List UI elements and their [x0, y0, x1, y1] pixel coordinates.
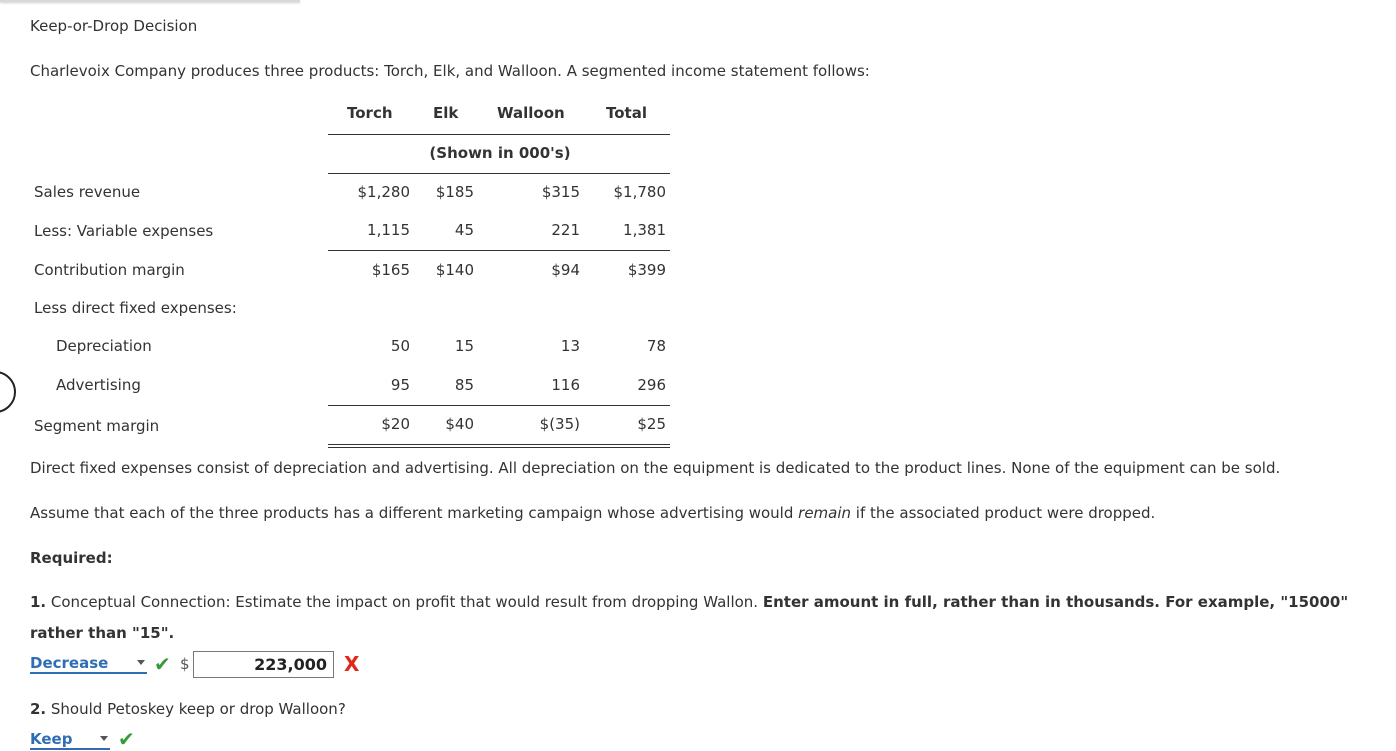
impact-direction-select[interactable]	[30, 654, 147, 674]
col-header-elk: Elk	[433, 104, 459, 122]
table-cell: 45	[454, 221, 474, 239]
question-1-instruction: Enter amount in full, rather than in thousands. For example, "15000"	[762, 593, 1349, 611]
table-cell: 15	[454, 337, 474, 355]
col-header-total: Total	[606, 104, 647, 122]
row-label-contribution-margin: Contribution margin	[34, 261, 185, 279]
table-cell: $185	[435, 183, 474, 201]
table-cell: 78	[646, 337, 666, 355]
question-1-text	[30, 593, 1348, 611]
assumption-text-end: if the associated product were dropped.	[851, 504, 1156, 522]
correct-check-icon: ✔	[154, 652, 171, 676]
question-2-number: 2.	[30, 700, 47, 718]
table-cell: $1,780	[613, 183, 666, 201]
impact-amount-input[interactable]: 223,000	[193, 651, 334, 678]
impact-direction-value: Decrease	[30, 654, 109, 672]
chevron-down-icon	[100, 736, 108, 741]
units-rule	[328, 173, 670, 174]
table-cell: $1,280	[357, 183, 410, 201]
table-cell: $399	[627, 261, 666, 279]
total-double-rule-bottom	[328, 447, 670, 448]
intro-text: Charlevoix Company produces three products: Torch, Elk, and Walloon. A segmented income statement follows:	[30, 62, 870, 80]
table-cell: $165	[371, 261, 410, 279]
col-header-torch: Torch	[347, 104, 393, 122]
question-1-number: 1.	[30, 593, 47, 611]
row-label-advertising: Advertising	[56, 376, 141, 394]
assumption-emphasis: remain	[798, 504, 852, 522]
table-cell: $(35)	[539, 415, 580, 433]
question-1-instruction-cont: rather than "15".	[30, 624, 175, 642]
table-cell: 221	[551, 221, 580, 239]
chevron-down-icon	[137, 660, 145, 665]
side-circle-icon[interactable]	[0, 371, 16, 413]
incorrect-x-icon: X	[344, 652, 360, 676]
table-cell: $20	[381, 415, 410, 433]
col-header-walloon: Walloon	[497, 104, 565, 122]
table-cell: 13	[560, 337, 580, 355]
paragraph-fixed-expenses: Direct fixed expenses consist of depreciation and advertising. All depreciation on the equipment is dedicated to the product lines. None of the equipment can be sold.	[30, 459, 1281, 477]
keep-drop-value: Keep	[30, 730, 73, 748]
table-cell: 1,381	[623, 221, 666, 239]
table-cell: $315	[541, 183, 580, 201]
table-cell: $94	[551, 261, 580, 279]
currency-symbol: $	[180, 655, 190, 673]
table-cell: $140	[435, 261, 474, 279]
row-label-direct-fixed-expenses: Less direct fixed expenses:	[34, 299, 237, 317]
correct-check-icon: ✔	[118, 727, 135, 751]
question-2-text	[30, 700, 346, 718]
table-cell: 50	[390, 337, 410, 355]
table-cell: $25	[637, 415, 666, 433]
table-cell: 296	[637, 376, 666, 394]
page-title: Keep-or-Drop Decision	[30, 17, 198, 35]
units-note: (Shown in 000's)	[429, 144, 571, 162]
paragraph-advertising-assumption	[30, 504, 1155, 522]
row-label-depreciation: Depreciation	[56, 337, 152, 355]
table-cell: 1,115	[367, 221, 410, 239]
segment-rule	[328, 405, 670, 406]
required-heading: Required:	[30, 549, 113, 567]
top-divider	[0, 0, 300, 2]
assumption-text: Assume that each of the three products has a different marketing campaign whose advertising would	[30, 504, 799, 522]
table-cell: $40	[445, 415, 474, 433]
row-label-segment-margin: Segment margin	[34, 417, 160, 435]
table-cell: 85	[454, 376, 474, 394]
row-label-variable-expenses: Less: Variable expenses	[34, 222, 214, 240]
table-cell: 116	[551, 376, 580, 394]
question-2-prompt: Should Petoskey keep or drop Walloon?	[46, 700, 346, 718]
total-double-rule-top	[328, 444, 670, 445]
subtotal-rule	[328, 250, 670, 251]
header-rule	[328, 134, 670, 135]
question-1-prompt: Conceptual Connection: Estimate the impact on profit that would result from dropping Wallon.	[46, 593, 763, 611]
table-cell: 95	[390, 376, 410, 394]
keep-drop-select[interactable]	[30, 730, 110, 750]
row-label-sales-revenue: Sales revenue	[34, 183, 141, 201]
